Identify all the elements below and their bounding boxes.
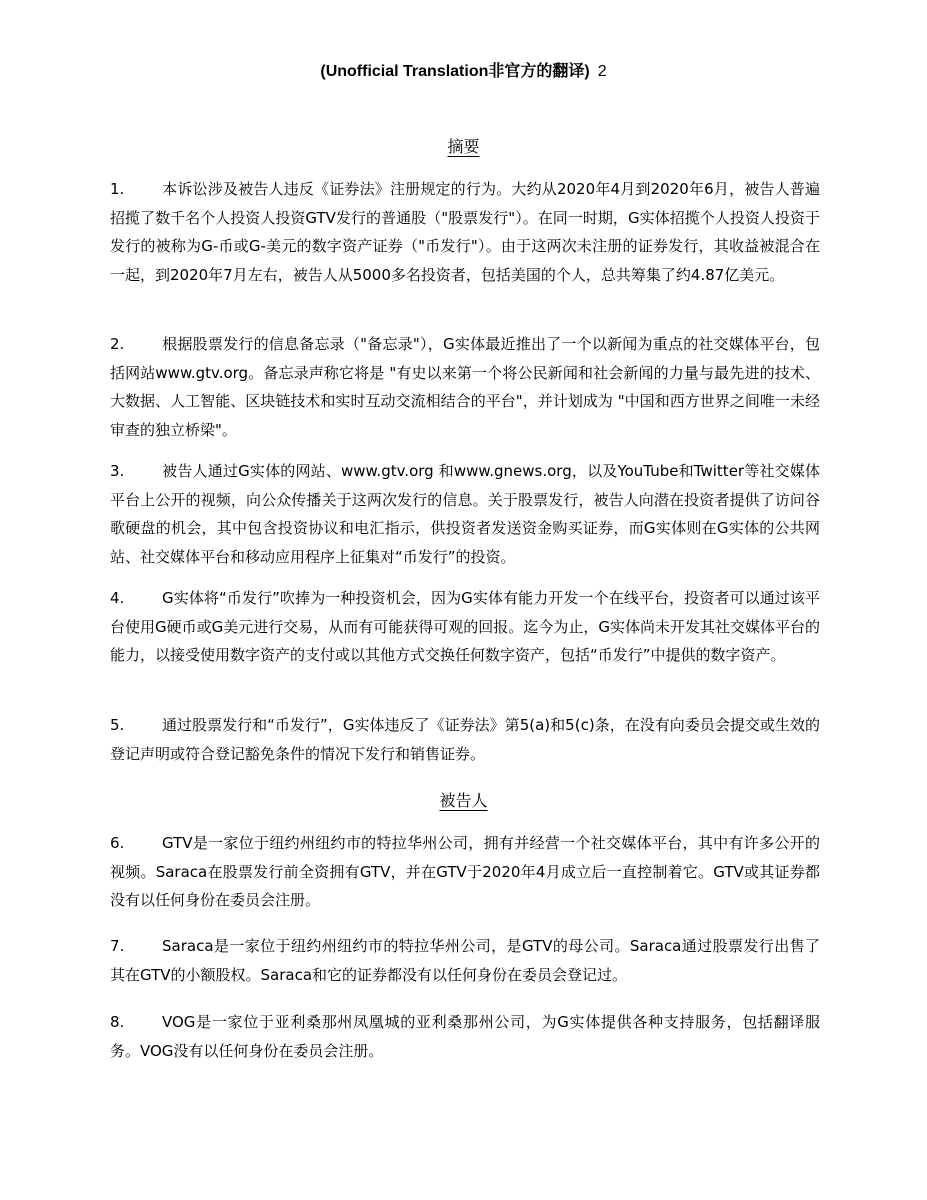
paragraph-text: 被告人通过G实体的网站、www.gtv.org 和www.gnews.org，以及YouTube和Twitter等社交媒体平台上公开的视频，向公众传播关于这两次发行的信息。关于股票发行，被告人向潜在投资者提供了访问谷歌硬盘的机会，其中包含投资协议和电汇指示，供投资者发送资金购买证券，而G实体则在G实体的公共网站、社交媒体平台和移动应用程序上征集对“币发行”的投资。 [110,462,820,566]
paragraph-1 [110,175,820,289]
paragraph-5 [110,711,820,768]
paragraph-number: 7. [110,937,125,955]
defendants-heading-text: 被告人 [439,791,488,810]
paragraph-number: 5. [110,716,125,734]
paragraph-number: 6. [110,834,125,852]
section-heading-summary [0,134,927,157]
paragraph-text: G实体将“币发行”吹捧为一种投资机会，因为G实体有能力开发一个在线平台，投资者可以通过该平台使用G硬币或G美元进行交易，从而有可能获得可观的回报。迄今为止，G实体尚未开发其社交媒体平台的能力，以接受使用数字资产的支付或以其他方式交换任何数字资产，包括“币发行”中提供的数字资产。 [110,589,820,665]
paragraph-text: Saraca是一家位于纽约州纽约市的特拉华州公司，是GTV的母公司。Saraca通过股票发行出售了其在GTV的小额股权。Saraca和它的证券都没有以任何身份在委员会登记过。 [110,937,820,984]
paragraph-number: 3. [110,462,125,480]
paragraph-7 [110,932,820,989]
paragraph-number: 4. [110,589,125,607]
document-title: (Unofficial Translation非官方的翻译) [320,63,590,80]
paragraph-text: GTV是一家位于纽约州纽约市的特拉华州公司，拥有并经营一个社交媒体平台，其中有许多公开的视频。Saraca在股票发行前全资拥有GTV，并在GTV于2020年4月成立后一直控制着它。GTV或其证券都没有以任何身份在委员会注册。 [110,834,820,910]
paragraph-text: 根据股票发行的信息备忘录（"备忘录"），G实体最近推出了一个以新闻为重点的社交媒体平台，包括网站www.gtv.org。备忘录声称它将是 "有史以来第一个将公民新闻和社会新闻的力量与最先进的技术、大数据、人工智能、区块链技术和实时互动交流相结合的平台"，并计划成为 "中国和西方世界之间唯一未经审查的独立桥梁"。 [110,335,820,439]
paragraph-text: VOG是一家位于亚利桑那州凤凰城的亚利桑那州公司，为G实体提供各种支持服务，包括翻译服务。VOG没有以任何身份在委员会注册。 [110,1013,820,1060]
paragraph-6 [110,829,820,915]
paragraph-number: 8. [110,1013,125,1031]
paragraph-4 [110,584,820,670]
paragraph-number: 1. [110,180,125,198]
paragraph-text: 本诉讼涉及被告人违反《证券法》注册规定的行为。大约从2020年4月到2020年6月，被告人普遍招揽了数千名个人投资人投资GTV发行的普通股（"股票发行"）。在同一时期，G实体招揽个人投资人投资于发行的被称为G-币或G-美元的数字资产证券（"币发行"）。由于这两次未注册的证券发行，其收益被混合在一起，到2020年7月左右，被告人从5000多名投资者，包括美国的个人，总共筹集了约4.87亿美元。 [110,180,820,284]
paragraph-number: 2. [110,335,125,353]
section-heading-defendants [0,788,927,811]
page-header [0,58,927,81]
paragraph-8 [110,1008,820,1065]
paragraph-3 [110,457,820,571]
page-number: 2 [597,63,607,80]
summary-heading-text: 摘要 [447,137,480,156]
paragraph-2 [110,330,820,444]
paragraph-text: 通过股票发行和“币发行”，G实体违反了《证券法》第5(a)和5(c)条，在没有向委员会提交或生效的登记声明或符合登记豁免条件的情况下发行和销售证券。 [110,716,820,763]
